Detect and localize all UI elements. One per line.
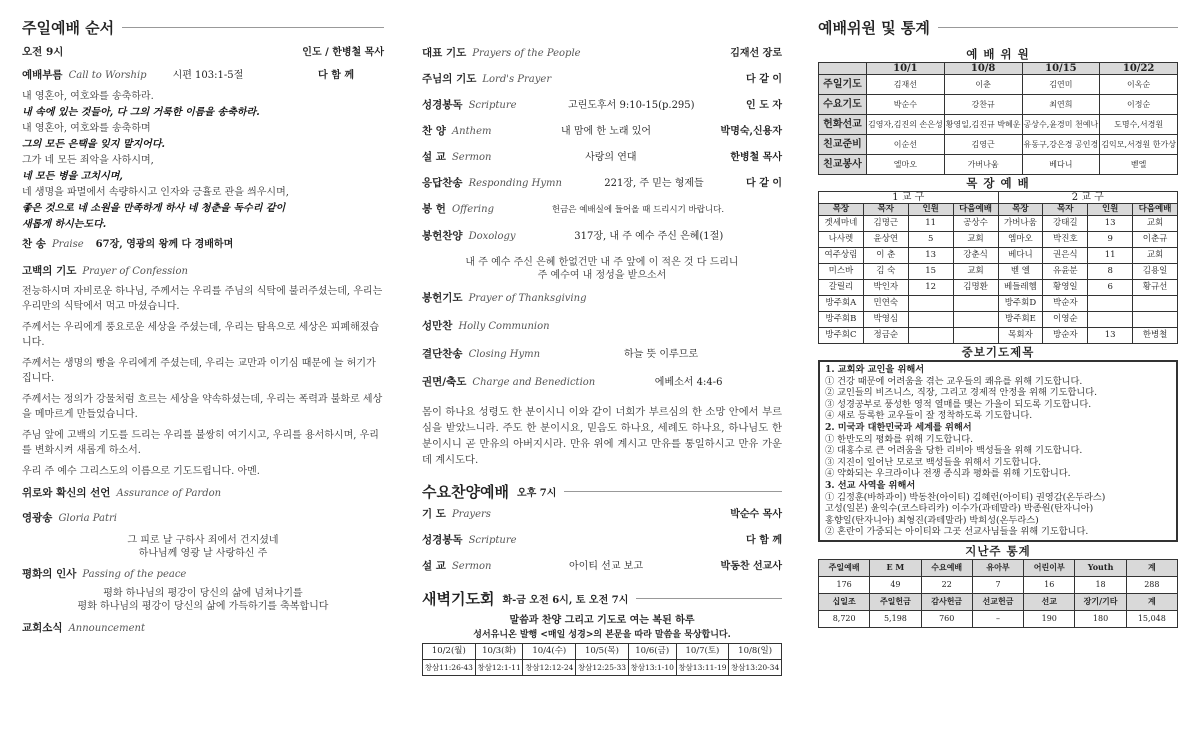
item-english: Sermon [451,152,492,163]
psalm-line: 네 모든 병을 고치시며, [22,171,123,182]
dawn-day: 10/2(월) [423,644,476,660]
staff-role: 수요기도 [819,95,867,115]
stats-value: 176 [819,576,870,593]
order-item [422,151,782,164]
cell-value: 이영순 [1043,312,1088,328]
dawn-day: 10/4(수) [523,644,576,660]
order-item [422,348,782,361]
psalm-line: 좋은 것으로 네 소원을 만족하게 하사 네 청춘을 독수리 같이 [22,203,286,214]
order-item [422,230,782,243]
item-person: 다 함 께 [746,535,782,546]
confession-text [22,284,384,479]
stats-header: 유아부 [972,559,1023,576]
cell-value [953,296,998,312]
item-english: Responding Hymn [468,178,562,189]
prayer-item: 홍향일(탄자니아) 최형진(과테말라) 박희성(온두라스) [825,514,1039,526]
staff-date: 10/22 [1100,63,1178,75]
item-english: Sermon [451,561,492,572]
item-detail: 317장, 내 주 예수 주신 은혜(1절) [574,231,724,242]
staff-date: 10/1 [867,63,945,75]
stats-value: 180 [1075,610,1126,627]
stats-value: 5,198 [870,610,921,627]
cell-value: 박순자 [1043,296,1088,312]
staff-cell: 황영일,김진규 박혜운 [944,115,1022,135]
staff-cell: 베다니 [1022,155,1100,175]
dawn-table [422,643,782,676]
call-to-worship: 예배부름 Call to Worship 시편 103:1-5절 다 함 께 [22,69,354,81]
dawn-ref: 창삼13:1-10 [628,660,676,676]
cell-value: 13 [1088,216,1133,232]
order-items-2 [422,292,782,389]
cell-value: 나사렛 [819,232,864,248]
cell-value: 13 [908,248,953,264]
cell-col: 인원 [1088,204,1133,216]
dawn-ref: 창삼13:20-34 [729,660,782,676]
order-item [422,125,782,138]
doxology-line-2: 주 예수여 내 정성을 받으소서 [537,270,667,281]
item-label: 성경봉독 [422,99,463,111]
cell-value: 가버나움 [998,216,1043,232]
staff-row [819,95,1178,115]
cell-value: 여주상림 [819,248,864,264]
cell-group: 2 교 구 [998,192,1178,204]
prayer-item: ① 건강 때문에 어려움을 겪는 교우들의 쾌유를 위해 기도합니다. [825,375,1083,387]
cell-value: 11 [1088,248,1133,264]
item-detail: 221장, 주 믿는 형제들 [604,178,704,189]
item-english: Doxology [468,231,516,242]
prayer-item: ④ 새로 등록한 교우들이 잘 정착하도록 기도합니다. [825,410,1033,422]
dawn-day: 10/8(일) [729,644,782,660]
cell-title: 목 장 예 배 [966,176,1030,190]
item-english: Scripture [468,100,517,111]
psalm-reading [22,89,384,233]
confession-line: 주께서는 정의가 강물처럼 흐르는 세상을 약속하셨는데, 우리는 폭력과 불화로 세상을 메마르게 만들었습니다. [22,394,383,420]
cell-value: 방주회A [819,296,864,312]
stats-header: 주일예배 [819,559,870,576]
cell-value: 방주회D [998,296,1043,312]
staff-row [819,155,1178,175]
cell-row [819,248,1178,264]
stats-header: 어린이부 [1024,559,1075,576]
cell-col: 인원 [908,204,953,216]
staff-cell: 김익모,서경원 한가상 [1100,135,1178,155]
cell-group: 1 교 구 [819,192,999,204]
psalm-line: 새롭게 하시는도다. [22,219,107,230]
staff-title: 예 배 위 원 [966,47,1030,61]
item-english: Charge and Benediction [472,377,596,388]
order-item [422,177,782,190]
psalm-line: 네 생명을 파멸에서 속량하시고 인자와 긍휼로 관을 씌우시며, [22,187,289,198]
item-english: Offering [451,204,494,215]
staff-cell: 김연미 [1022,75,1100,95]
cell-value: 엠마오 [998,232,1043,248]
stats-header: 선교헌금 [972,593,1023,610]
item-detail: 하늘 뜻 이루므로 [624,349,699,360]
item-detail: 내 맘에 한 노래 있어 [561,126,652,137]
dawn-ref: 창삼11:26-43 [423,660,476,676]
item-english: Scripture [468,535,517,546]
item-person: 박명숙,신용자 [720,126,782,137]
cell-value: 15 [908,264,953,280]
cell-value: 방주회C [819,328,864,344]
cell-value: 방순자 [1043,328,1088,344]
cell-value: 권은식 [1043,248,1088,264]
prayer-title: 중보기도제목 [961,345,1035,359]
staff-cell: 공상수,윤경미 천예나 [1022,115,1100,135]
item-person: 다 같 이 [746,178,782,189]
stats-header: 주일헌금 [870,593,921,610]
stats-header: E M [870,559,921,576]
psalm-line: 그의 모든 은택을 잊지 말지어다. [22,139,165,150]
cell-value [908,328,953,344]
cell-value: 교회 [953,264,998,280]
section-header-dawn: 새벽기도회 화-금 오전 6시, 토 오전 7시 [422,587,782,609]
order-item [422,99,782,112]
cell-value: 교회 [1133,216,1178,232]
stats-title: 지난주 통계 [965,543,1031,558]
service-time-row: 오전 9시 인도 / 한병철 목사 [22,46,384,58]
cell-value: 박진호 [1043,232,1088,248]
item-label: 응답찬송 [422,177,463,189]
wednesday-items [422,508,782,573]
announcement-row: 교회소식 Announcement [22,622,145,634]
staff-cell: 이춘 [944,75,1022,95]
staff-cell: 이정순 [1100,95,1178,115]
column-stats [818,0,1178,729]
stats-header: Youth [1075,559,1126,576]
stats-value: 49 [870,576,921,593]
cell-value: 베다니 [998,248,1043,264]
item-person: 박동찬 선교사 [720,561,782,572]
column-sunday-order [22,0,384,729]
cell-col: 목자 [863,204,908,216]
staff-row [819,135,1178,155]
gloria-row: 영광송 Gloria Patri [22,512,118,524]
cell-table [818,191,1178,344]
item-label: 설 교 [422,560,446,572]
staff-cell: 김영근 [944,135,1022,155]
item-label: 권면/축도 [422,376,467,388]
staff-cell: 강찬규 [944,95,1022,115]
cell-value: 베들레헴 [998,280,1043,296]
confession-line: 전능하시며 자비로운 하나님, 주께서는 우리를 주님의 식탁에 불러주셨는데, 우리는 우리만의 식탁에서 먹고 마셨습니다. [22,286,383,312]
staff-cell: 유동구,강은경 공인경 [1022,135,1100,155]
confession-line: 주께서는 생명의 빵을 우리에게 주셨는데, 우리는 교만과 이기심 때문에 늘 허기가 집니다. [22,358,376,384]
dawn-ref: 창삼12:12-24 [523,660,576,676]
prayer-item: ③ 지진이 일어난 모로코 백성들을 위해서 기도합니다. [825,456,1042,468]
cell-value: 12 [908,280,953,296]
cell-row [819,328,1178,344]
item-label: 대표 기도 [422,47,467,59]
staff-table [818,62,1178,175]
order-items [422,47,782,243]
stats-value: – [972,610,1023,627]
stats-header: 선교 [1024,593,1075,610]
staff-date: 10/8 [944,63,1022,75]
staff-cell: 김영자,김진의 손은성 [867,115,945,135]
item-english: Prayers of the People [472,48,581,59]
prayer-item: ② 교인들의 비즈니스, 직장, 그리고 경제적 안정을 위해 기도합니다. [825,387,1098,399]
section-header-sunday: 주일예배 순서 [22,16,384,38]
item-label: 설 교 [422,151,446,163]
cell-value: 박인자 [863,280,908,296]
benediction-text: 몸이 하나요 성령도 한 분이시니 이와 같이 너희가 부르심의 한 소망 안에서 부르심을 받았느니라. 주도 한 분이시요, 믿음도 하나요, 세례도 하나요, 하나님도 한 분이시니 곧 만유의 아버지시라. 만유 위에 계시고 만유를 통일하시고 만유 가운데 계시도다. [422,406,782,466]
cell-value: 유윤분 [1043,264,1088,280]
item-label: 찬 양 [422,125,446,137]
staff-role: 친교준비 [819,135,867,155]
prayer-heading: 1. 교회와 교인을 위해서 [825,364,925,375]
cell-row [819,296,1178,312]
staff-cell: 이순선 [867,135,945,155]
dawn-day: 10/6(금) [628,644,676,660]
item-detail: 에베소서 4:4-6 [654,377,723,388]
cell-value: 갈릴리 [819,280,864,296]
prayer-item: ② 혼란이 가중되는 아이티와 그곳 선교사님들을 위해 기도합니다. [825,526,1089,538]
section-header-stats: 예배위원 및 통계 [818,16,1178,38]
cell-value: 김명환 [953,280,998,296]
stats-header: 수요예배 [921,559,972,576]
dawn-sub-1: 말씀과 찬양 그리고 기도로 여는 복된 하루 [509,615,695,626]
cell-value: 윤상연 [863,232,908,248]
cell-value: 방주회E [998,312,1043,328]
prayer-item: ② 대홍수로 큰 어려움을 당한 리비아 백성들을 위해 기도합니다. [825,445,1083,457]
order-item [422,534,782,547]
item-label: 봉헌기도 [422,292,463,304]
item-label: 기 도 [422,508,446,520]
prayer-item: ④ 약화되는 우크라이나 전쟁 종식과 평화를 위해 기도합니다. [825,468,1071,480]
stats-value: 16 [1024,576,1075,593]
order-item [422,73,782,86]
staff-cell: 도명수,서경원 [1100,115,1178,135]
column-sunday-order-cont [422,0,782,729]
order-item [422,320,782,333]
cell-value: 강춘식 [953,248,998,264]
item-english: Holly Communion [458,321,550,332]
item-person: 한병철 목사 [730,152,782,163]
stats-value: 15,048 [1126,610,1177,627]
staff-cell: 엘마오 [867,155,945,175]
section-header-wednesday: 수요찬양예배 오후 7시 [422,480,782,502]
cell-value: 교회 [953,232,998,248]
prayer-item: 고성(일본) 윤익수(코스타리카) 이수가(과테말라) 박종원(탄자니아) [825,503,1094,515]
cell-value: 김 숙 [863,264,908,280]
order-item [422,292,782,305]
dawn-day: 10/3(화) [475,644,523,660]
stats-header: 감사헌금 [921,593,972,610]
stats-value: 18 [1075,576,1126,593]
item-person: 김재선 장로 [730,48,782,59]
cell-row [819,312,1178,328]
item-label: 봉헌찬양 [422,230,463,242]
cell-value: 공상수 [953,216,998,232]
item-english: Closing Hymn [468,349,541,360]
peace-line-1: 평화 하나님의 평강이 당신의 삶에 넘쳐나기를 [103,588,303,599]
staff-cell: 김재선 [867,75,945,95]
confession-line: 주께서는 우리에게 풍요로운 세상을 주셨는데, 우리는 탐욕으로 세상은 피폐해졌습니다. [22,322,380,348]
item-detail: 고린도후서 9:10-15(p.295) [568,100,695,111]
psalm-line: 내 영혼아, 여호와를 송축하라. [22,91,154,102]
cell-value [953,328,998,344]
staff-row [819,75,1178,95]
dawn-ref: 창삼12:1-11 [475,660,523,676]
cell-value: 김용일 [1133,264,1178,280]
dawn-day: 10/7(토) [676,644,729,660]
cell-value: 겟세마네 [819,216,864,232]
gloria-line-1: 그 피로 날 구하사 죄에서 건지셨네 [127,535,279,546]
cell-value: 교회 [1133,248,1178,264]
cell-row [819,280,1178,296]
stats-value: 190 [1024,610,1075,627]
cell-value: 미스바 [819,264,864,280]
order-item [422,508,782,521]
cell-value: 8 [1088,264,1133,280]
cell-value: 이춘규 [1133,232,1178,248]
confession-line: 주님 앞에 고백의 기도를 드리는 우리를 불쌍히 여기시고, 우리를 용서하시며, 우리를 변화시켜 새롭게 하소서. [22,430,379,456]
order-item [422,203,782,217]
staff-date: 10/15 [1022,63,1100,75]
dawn-day: 10/5(목) [576,644,629,660]
prayer-item: ① 한반도의 평화를 위해 기도합니다. [825,433,974,445]
psalm-line: 그가 네 모든 죄악을 사하시며, [22,155,154,166]
staff-cell: 가버나움 [944,155,1022,175]
prayer-box [818,360,1178,542]
stats-value: 760 [921,610,972,627]
cell-value: 김명근 [863,216,908,232]
item-label: 결단찬송 [422,348,463,360]
confession-row: 고백의 기도 Prayer of Confession [22,265,188,277]
cell-value [953,312,998,328]
cell-value: 황규선 [1133,280,1178,296]
cell-col: 목자 [1043,204,1088,216]
stats-value: 7 [972,576,1023,593]
item-label: 주님의 기도 [422,73,477,85]
item-label: 성경봉독 [422,534,463,546]
cell-value [908,312,953,328]
item-detail: 사랑의 연대 [585,152,637,163]
cell-value [1088,296,1133,312]
staff-row [819,115,1178,135]
item-label: 성만찬 [422,320,453,332]
psalm-line: 내 영혼아, 여호와를 송축하며 [22,123,151,134]
cell-value: 벧 엘 [998,264,1043,280]
cell-value: 5 [908,232,953,248]
item-person: 인 도 자 [746,100,782,111]
cell-value: 황영일 [1043,280,1088,296]
praise-row: 찬 송 Praise 67장, 영광의 왕께 다 경배하며 [22,238,234,250]
cell-col: 다음예배 [953,204,998,216]
cell-col: 다음예배 [1133,204,1178,216]
staff-corner [819,63,867,75]
order-item [422,47,782,60]
prayer-heading: 3. 선교 사역을 위해서 [825,479,916,491]
staff-role: 친교봉사 [819,155,867,175]
stats-header: 장기/기타 [1075,593,1126,610]
staff-cell: 박순수 [867,95,945,115]
cell-value: 정금순 [863,328,908,344]
staff-cell: 이옥순 [1100,75,1178,95]
cell-value: 방주회B [819,312,864,328]
cell-value: 강태길 [1043,216,1088,232]
cell-value [1088,312,1133,328]
staff-cell: 벧엘 [1100,155,1178,175]
psalm-line: 내 속에 있는 것들아, 다 그의 거룩한 이름을 송축하라. [22,107,260,118]
item-english: Prayer of Thanksgiving [468,293,587,304]
cell-value: 이 춘 [863,248,908,264]
cell-row [819,264,1178,280]
item-person: 다 같 이 [746,74,782,85]
cell-value: 민연숙 [863,296,908,312]
peace-row: 평화의 인사 Passing of the peace [22,568,187,580]
cell-value: 11 [908,216,953,232]
confession-line: 우리 주 예수 그리스도의 이름으로 기도드립니다. 아멘. [22,466,260,477]
cell-row [819,232,1178,248]
cell-value [1133,312,1178,328]
item-person: 박순수 목사 [730,509,782,520]
item-detail: 헌금은 예배실에 들어올 때 드리시기 바랍니다. [551,205,725,215]
item-english: Prayers [451,509,491,520]
stats-header: 계 [1126,559,1177,576]
order-item [422,560,782,573]
cell-value: 9 [1088,232,1133,248]
assurance-row: 위로와 확신의 선언 Assurance of Pardon [22,487,222,499]
cell-value: 박영심 [863,312,908,328]
dawn-ref: 창삼12:25-33 [576,660,629,676]
stats-value: 22 [921,576,972,593]
cell-col: 목장 [998,204,1043,216]
peace-line-2: 평화 하나님의 평강이 당신의 삶에 가득하기를 축복합니다 [77,601,329,612]
prayer-item: ① 김정훈(바하과이) 박동찬(아이티) 김혜런(아이티) 권영감(온두라스) [825,491,1106,503]
item-detail: 아이티 선교 보고 [569,561,643,572]
stats-header: 계 [1126,593,1177,610]
item-english: Lord's Prayer [482,74,552,85]
stats-table [818,559,1178,628]
stats-value: 288 [1126,576,1177,593]
item-english: Anthem [451,126,492,137]
order-item [422,376,782,389]
doxology-line-1: 내 주 예수 주신 은혜 한없건만 내 주 앞에 이 적은 것 다 드리니 [465,257,739,268]
cell-value [1133,296,1178,312]
gloria-line-2: 하나님께 영광 날 사랑하신 주 [138,548,268,559]
staff-role: 헌화선교 [819,115,867,135]
cell-value: 13 [1088,328,1133,344]
cell-value: 목회자 [998,328,1043,344]
stats-header: 십일조 [819,593,870,610]
cell-value: 6 [1088,280,1133,296]
staff-cell: 최연희 [1022,95,1100,115]
cell-value: 한병철 [1133,328,1178,344]
prayer-heading: 2. 미국과 대한민국과 세계를 위해서 [825,421,972,433]
stats-value: 8,720 [819,610,870,627]
cell-col: 목장 [819,204,864,216]
staff-role: 주일기도 [819,75,867,95]
cell-value [908,296,953,312]
cell-row [819,216,1178,232]
dawn-ref: 창삼13:11-19 [676,660,729,676]
dawn-sub-2: 성서유니온 발행 <매일 성경>의 본문을 따라 말씀을 묵상합니다. [473,630,731,640]
prayer-item: ③ 성경공부로 풍성한 영적 열매를 맺는 가을이 되도록 기도합니다. [825,398,1092,410]
item-label: 봉 헌 [422,203,446,215]
